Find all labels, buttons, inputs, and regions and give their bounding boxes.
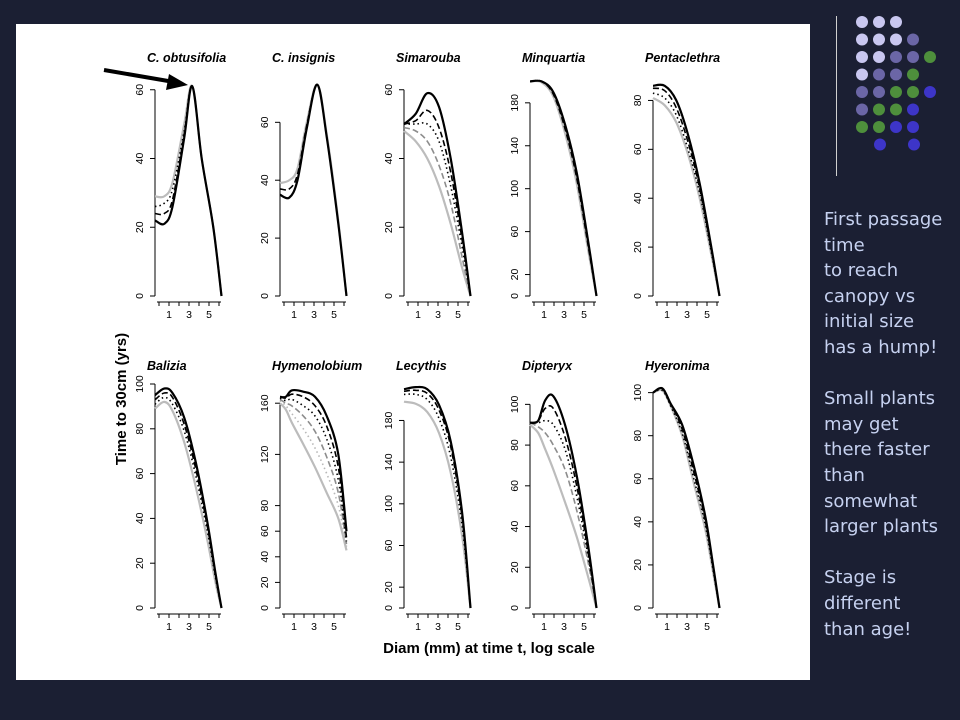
decorative-dot [890,69,902,81]
x-tick-label: 3 [684,621,690,633]
x-tick-label: 5 [455,621,461,633]
panel [259,359,362,633]
x-tick-label: 5 [581,621,587,633]
panel-title: C. insignis [272,51,336,65]
panel-title: Pentaclethra [645,51,721,65]
decorative-dot [908,139,920,151]
panel [383,51,471,321]
y-tick-label: 100 [509,395,521,414]
decorative-dot [907,121,919,133]
y-tick-label: 0 [509,605,521,611]
series-line [530,80,597,296]
note-line: may get [824,413,899,435]
decorative-dot [873,121,885,133]
x-tick-label: 3 [561,621,567,633]
y-tick-label: 40 [509,520,521,533]
x-tick-label: 1 [664,621,670,633]
side-note [824,207,954,668]
series-line [653,85,720,296]
decorative-dot [873,34,885,46]
note-line: different [824,592,901,614]
note-line: somewhat [824,490,918,512]
panel-title: Dipteryx [522,359,573,373]
x-tick-label: 1 [291,621,297,633]
y-tick-label: 60 [259,525,271,538]
x-tick-label: 3 [435,309,441,321]
panel [383,359,471,633]
note-line: there faster [824,439,930,461]
y-tick-label: 60 [259,116,271,129]
y-tick-label: 60 [509,479,521,492]
decorative-dot [856,34,868,46]
panel [509,51,597,321]
note-line: canopy vs [824,285,916,307]
decorative-dot [890,16,902,28]
note-line: First passage [824,209,943,230]
y-tick-label: 20 [632,241,644,253]
y-tick-label: 100 [134,375,146,393]
series-line [653,390,720,608]
note-line: has a hump! [824,336,938,358]
series-line [280,85,347,296]
y-tick-label: 0 [259,605,271,611]
series-line [280,401,347,547]
decorative-dot [890,104,902,116]
series-line [530,425,597,608]
x-tick-label: 5 [581,309,587,321]
decorative-dot [907,69,919,81]
decorative-dot [907,86,919,98]
decorative-dot [873,104,885,116]
series-line [404,131,471,296]
y-tick-label: 40 [134,152,146,165]
panel-title: Hyeronima [645,359,710,373]
x-tick-label: 5 [704,309,710,321]
note-line: to reach [824,260,899,282]
series-line [530,421,597,608]
pointer-arrow-shaft [104,70,174,82]
panel [509,359,597,633]
y-tick-label: 40 [259,174,271,187]
y-tick-label: 0 [383,293,395,299]
series-line [155,86,222,296]
y-tick-label: 80 [632,429,644,442]
series-line [155,86,222,296]
series-line [280,85,347,296]
decorative-dot [856,69,868,81]
series-line [653,390,720,608]
series-line [155,86,222,296]
series-line [653,388,720,608]
x-tick-label: 3 [435,621,441,633]
x-tick-label: 1 [291,309,297,321]
note-paragraph [824,386,954,540]
y-tick-label: 60 [383,539,395,552]
y-tick-label: 20 [509,561,521,574]
y-tick-label: 0 [259,293,271,299]
decorative-dot [873,16,885,28]
y-tick-label: 60 [632,143,644,156]
panel-title: Lecythis [396,359,447,373]
decorative-dot [873,86,885,98]
decorative-dot [907,104,919,116]
y-tick-label: 20 [383,581,395,594]
note-line: larger plants [824,516,939,538]
series-line [530,395,597,608]
x-tick-label: 5 [206,309,212,321]
decorative-dot [873,69,885,81]
panel [632,51,720,321]
series-line [404,123,471,296]
x-tick-label: 1 [664,309,670,321]
y-tick-label: 180 [383,411,395,430]
series-line [155,388,222,608]
y-tick-label: 60 [509,225,521,238]
y-tick-label: 20 [134,221,146,234]
series-line [530,81,597,296]
decorative-divider [836,16,837,176]
x-tick-label: 5 [206,621,212,633]
y-axis-label: Time to 30cm (yrs) [113,332,130,466]
note-line: Small plants [824,388,936,410]
series-line [530,81,597,296]
series-line [155,393,222,608]
y-tick-label: 80 [259,499,271,512]
x-tick-label: 3 [186,309,192,321]
y-tick-label: 80 [509,439,521,451]
note-line: Stage is [824,567,897,589]
note-paragraph [824,207,954,361]
y-tick-label: 0 [383,605,395,611]
x-tick-label: 3 [311,621,317,633]
y-tick-label: 180 [509,94,521,112]
chart-figure [16,24,810,680]
decorative-dot [856,51,868,63]
panel [259,51,347,321]
decorative-dot [856,86,868,98]
decorative-dot [907,51,919,63]
panel-title: Minquartia [522,51,586,65]
x-tick-label: 5 [704,621,710,633]
x-tick-label: 1 [541,621,547,633]
y-tick-label: 40 [259,550,271,563]
series-line [653,88,720,296]
series-line [653,93,720,296]
panel-grid-chart [16,24,810,680]
decorative-dot [856,104,868,116]
note-line: than [824,464,865,486]
note-line: than age! [824,618,912,640]
panel [632,359,720,633]
y-tick-label: 60 [134,467,146,480]
y-tick-label: 100 [383,495,395,513]
y-tick-label: 40 [632,192,644,205]
series-line [280,85,347,296]
decorative-dot [907,34,919,46]
y-tick-label: 40 [632,516,644,528]
decorative-dot [890,86,902,98]
x-tick-label: 3 [561,309,567,321]
decorative-dot [890,51,902,63]
y-tick-label: 20 [259,576,271,589]
decorative-dot [873,51,885,63]
y-tick-label: 80 [632,94,644,107]
x-tick-label: 1 [166,621,172,633]
note-line: time [824,234,865,256]
panel-title: Balizia [147,359,187,373]
x-tick-label: 3 [684,309,690,321]
panel-title: C. obtusifolia [147,51,227,65]
decorative-dot-grid [848,10,948,160]
decorative-dot [924,51,936,63]
x-tick-label: 1 [541,309,547,321]
series-line [280,403,347,550]
y-tick-label: 0 [509,293,521,299]
y-tick-label: 60 [632,472,644,485]
x-tick-label: 5 [331,621,337,633]
series-line [155,86,222,296]
series-line [653,388,720,608]
y-tick-label: 20 [259,232,271,244]
decorative-dot [856,121,868,133]
series-line [530,423,597,608]
x-tick-label: 3 [311,309,317,321]
y-tick-label: 120 [259,445,271,464]
y-tick-label: 0 [134,293,146,299]
x-tick-label: 3 [186,621,192,633]
decorative-dot [856,16,868,28]
y-tick-label: 20 [509,268,521,281]
y-tick-label: 0 [134,605,146,611]
y-tick-label: 100 [632,383,644,402]
y-tick-label: 0 [632,605,644,611]
x-axis-label: Diam (mm) at time t, log scale [383,640,595,657]
series-line [404,387,471,608]
panel [134,359,222,633]
decorative-dot [874,139,886,151]
y-tick-label: 60 [134,83,146,96]
decorative-dot [890,34,902,46]
y-tick-label: 140 [509,136,521,155]
pointer-arrow-head [166,74,188,90]
x-tick-label: 5 [455,309,461,321]
y-tick-label: 80 [134,422,146,435]
x-tick-label: 1 [415,621,421,633]
x-tick-label: 5 [331,309,337,321]
y-tick-label: 160 [259,394,271,412]
y-tick-label: 20 [383,221,395,234]
panel-title: Simarouba [396,51,461,65]
y-tick-label: 100 [509,179,521,198]
x-tick-label: 1 [415,309,421,321]
series-line [404,128,471,296]
y-tick-label: 40 [134,512,146,525]
y-tick-label: 40 [383,152,395,165]
x-tick-label: 1 [166,309,172,321]
decorative-dot [924,86,936,98]
y-tick-label: 140 [383,453,395,471]
panel [104,51,226,321]
panel-title: Hymenolobium [272,359,363,373]
note-line: initial size [824,311,915,333]
y-tick-label: 20 [632,559,644,571]
y-tick-label: 0 [632,293,644,299]
y-tick-label: 20 [134,557,146,570]
decorative-dot [890,121,902,133]
y-tick-label: 60 [383,83,395,96]
note-paragraph [824,565,954,642]
